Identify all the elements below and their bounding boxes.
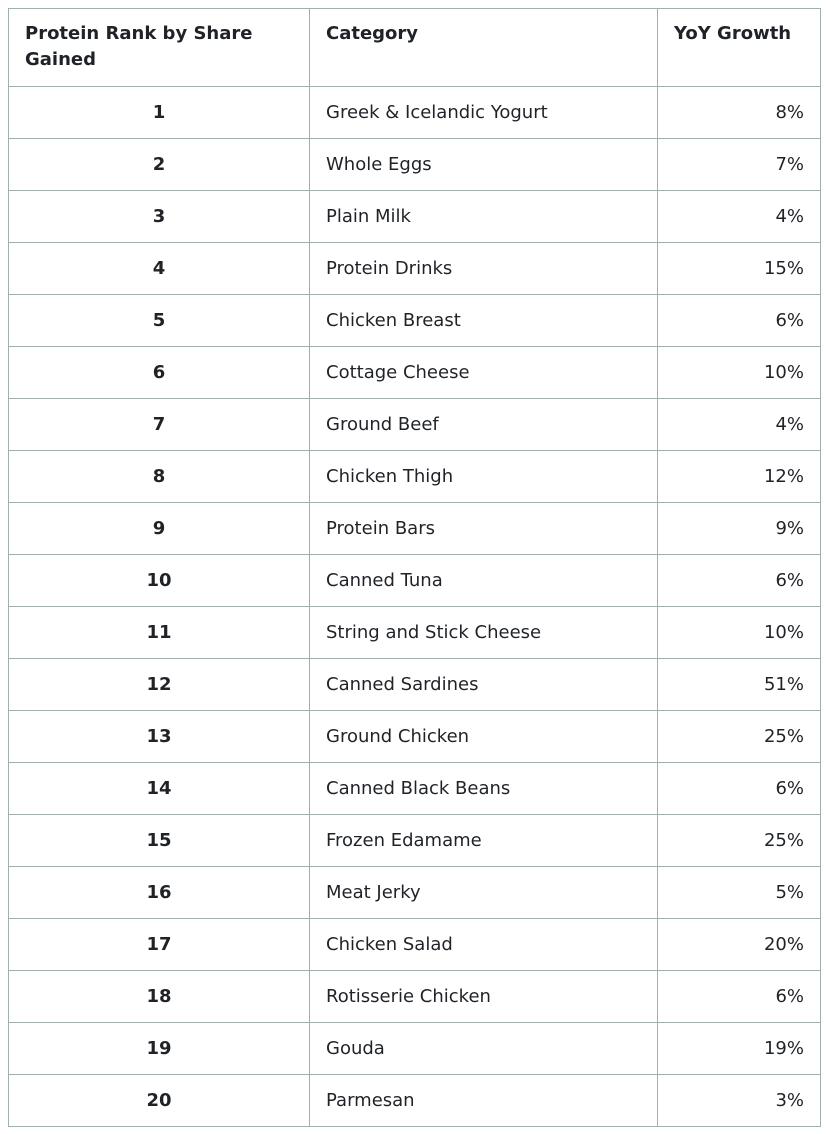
growth-cell: 15%: [658, 243, 821, 295]
growth-cell: 4%: [658, 399, 821, 451]
table-row: [9, 971, 821, 1023]
protein-rank-table: [8, 8, 821, 1127]
category-cell: Chicken Breast: [310, 295, 658, 347]
rank-cell: 5: [9, 295, 310, 347]
growth-cell: 20%: [658, 919, 821, 971]
growth-cell: 6%: [658, 763, 821, 815]
table-row: [9, 607, 821, 659]
growth-cell: 19%: [658, 1023, 821, 1075]
rank-cell: 9: [9, 503, 310, 555]
category-cell: Gouda: [310, 1023, 658, 1075]
table-row: [9, 1075, 821, 1127]
rank-cell: 17: [9, 919, 310, 971]
growth-cell: 9%: [658, 503, 821, 555]
rank-cell: 10: [9, 555, 310, 607]
table-header: [9, 9, 821, 87]
table-row: [9, 867, 821, 919]
rank-cell: 1: [9, 87, 310, 139]
category-cell: Greek & Icelandic Yogurt: [310, 87, 658, 139]
rank-cell: 3: [9, 191, 310, 243]
table-row: [9, 347, 821, 399]
rank-cell: 7: [9, 399, 310, 451]
header-row: [9, 9, 821, 87]
growth-cell: 4%: [658, 191, 821, 243]
growth-cell: 6%: [658, 555, 821, 607]
rank-cell: 19: [9, 1023, 310, 1075]
table-row: [9, 87, 821, 139]
category-cell: Canned Black Beans: [310, 763, 658, 815]
category-cell: Canned Sardines: [310, 659, 658, 711]
rank-cell: 14: [9, 763, 310, 815]
growth-cell: 5%: [658, 867, 821, 919]
table-row: [9, 711, 821, 763]
growth-cell: 6%: [658, 295, 821, 347]
growth-cell: 3%: [658, 1075, 821, 1127]
growth-cell: 25%: [658, 711, 821, 763]
category-cell: Protein Bars: [310, 503, 658, 555]
table-row: [9, 1023, 821, 1075]
category-cell: Frozen Edamame: [310, 815, 658, 867]
growth-cell: 8%: [658, 87, 821, 139]
rank-cell: 6: [9, 347, 310, 399]
table-row: [9, 555, 821, 607]
rank-cell: 15: [9, 815, 310, 867]
table-row: [9, 243, 821, 295]
category-cell: Meat Jerky: [310, 867, 658, 919]
category-cell: Parmesan: [310, 1075, 658, 1127]
rank-cell: 11: [9, 607, 310, 659]
table-row: [9, 139, 821, 191]
rank-cell: 4: [9, 243, 310, 295]
rank-cell: 20: [9, 1075, 310, 1127]
rank-cell: 16: [9, 867, 310, 919]
rank-cell: 18: [9, 971, 310, 1023]
table-row: [9, 919, 821, 971]
growth-cell: 6%: [658, 971, 821, 1023]
category-cell: Protein Drinks: [310, 243, 658, 295]
category-cell: Plain Milk: [310, 191, 658, 243]
rank-cell: 8: [9, 451, 310, 503]
category-cell: Ground Chicken: [310, 711, 658, 763]
header-yoy-growth: YoY Growth: [658, 9, 821, 87]
category-cell: Cottage Cheese: [310, 347, 658, 399]
header-rank: Protein Rank by Share Gained: [9, 9, 310, 87]
rank-cell: 12: [9, 659, 310, 711]
growth-cell: 51%: [658, 659, 821, 711]
table-row: [9, 763, 821, 815]
table-row: [9, 659, 821, 711]
category-cell: Ground Beef: [310, 399, 658, 451]
table-row: [9, 503, 821, 555]
category-cell: Chicken Thigh: [310, 451, 658, 503]
rank-cell: 2: [9, 139, 310, 191]
category-cell: Whole Eggs: [310, 139, 658, 191]
protein-table-container: [8, 8, 821, 1127]
growth-cell: 10%: [658, 347, 821, 399]
growth-cell: 10%: [658, 607, 821, 659]
category-cell: Canned Tuna: [310, 555, 658, 607]
table-row: [9, 399, 821, 451]
category-cell: Rotisserie Chicken: [310, 971, 658, 1023]
table-row: [9, 815, 821, 867]
table-body: [9, 87, 821, 1127]
rank-cell: 13: [9, 711, 310, 763]
table-row: [9, 295, 821, 347]
growth-cell: 12%: [658, 451, 821, 503]
growth-cell: 7%: [658, 139, 821, 191]
table-row: [9, 191, 821, 243]
growth-cell: 25%: [658, 815, 821, 867]
header-category: Category: [310, 9, 658, 87]
category-cell: String and Stick Cheese: [310, 607, 658, 659]
table-row: [9, 451, 821, 503]
category-cell: Chicken Salad: [310, 919, 658, 971]
